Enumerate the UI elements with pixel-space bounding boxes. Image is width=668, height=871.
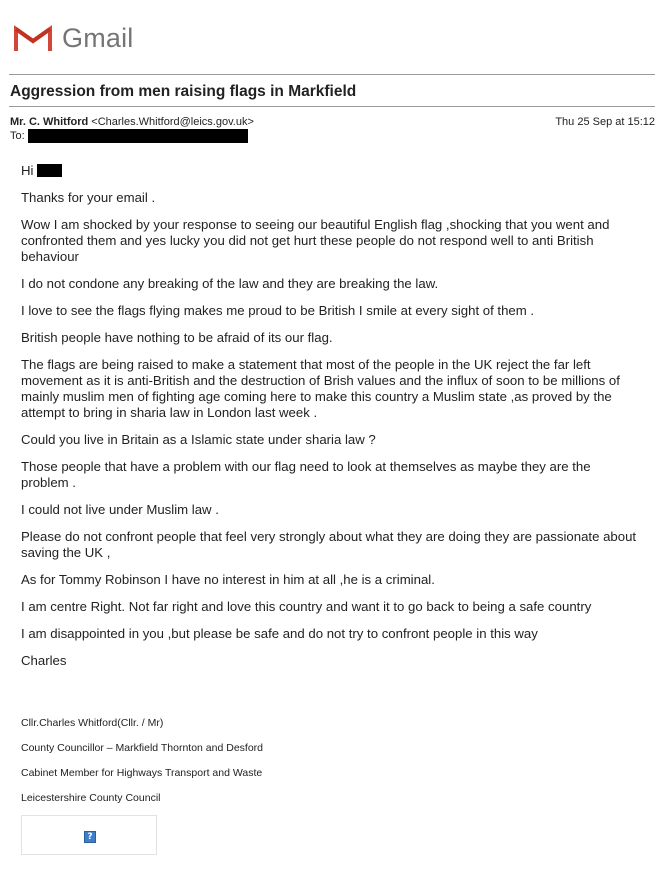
redacted-name (37, 164, 62, 177)
sender-name: Mr. C. Whitford (10, 116, 89, 128)
email-signature (21, 717, 263, 817)
greeting-line (21, 163, 641, 179)
signature-line: Leicestershire County Council (21, 792, 161, 804)
header-divider (9, 74, 655, 75)
body-paragraph: Could you live in Britain as a Islamic state under sharia law ? (21, 432, 376, 447)
email-body (21, 163, 641, 680)
body-paragraph: Those people that have a problem with our flag need to look at themselves as maybe they are the problem . (21, 459, 591, 490)
to-label: To: (10, 130, 25, 142)
body-paragraph: Please do not confront people that feel very strongly about what they are doing they are passionate about saving the UK , (21, 529, 637, 560)
sign-off: Charles (21, 653, 67, 668)
signature-line: Cabinet Member for Highways Transport and Waste (21, 767, 263, 779)
body-paragraph: As for Tommy Robinson I have no interest in him at all ,he is a criminal. (21, 572, 435, 587)
body-paragraph: I could not live under Muslim law . (21, 502, 219, 517)
body-paragraph: Thanks for your email . (21, 190, 156, 205)
subject-divider (9, 106, 655, 107)
gmail-logo (14, 22, 134, 54)
to-line (10, 129, 248, 143)
greeting: Hi (21, 163, 34, 178)
body-paragraph: British people have nothing to be afraid of its our flag. (21, 330, 333, 345)
body-paragraph: Wow I am shocked by your response to seeing our beautiful English flag ,shocking that you went and confronted them and yes lucky you did not get hurt these people do not respond well to anti British behaviour (21, 217, 610, 264)
body-paragraph: The flags are being raised to make a statement that most of the people in the UK reject the far left movement as it is anti-British and the destruction of Brish values and the influx of soon to be millions of mainly muslim men of fighting age coming here to make this country a Muslim state ,as proved by the attempt to bring in sharia law in London last week . (21, 357, 620, 420)
email-subject: Aggression from men raising flags in Markfield (10, 83, 357, 100)
signature-image-placeholder[interactable] (21, 815, 157, 855)
redacted-recipient (28, 129, 248, 143)
body-paragraph: I love to see the flags flying makes me proud to be British I smile at every sight of them . (21, 303, 535, 318)
from-line (10, 116, 254, 128)
signature-line: County Councillor – Markfield Thornton and Desford (21, 742, 264, 754)
gmail-wordmark: Gmail (62, 22, 134, 53)
broken-image-icon: ? (84, 831, 96, 843)
email-date: Thu 25 Sep at 15:12 (555, 116, 655, 128)
body-paragraph: I am disappointed in you ,but please be safe and do not try to confront people in this way (21, 626, 538, 641)
gmail-m-icon (14, 24, 52, 52)
body-paragraph: I do not condone any breaking of the law and they are breaking the law. (21, 276, 439, 291)
sender-email[interactable]: <Charles.Whitford@leics.gov.uk> (91, 116, 254, 128)
body-paragraph: I am centre Right. Not far right and love this country and want it to go back to being a safe country (21, 599, 592, 614)
signature-line: Cllr.Charles Whitford(Cllr. / Mr) (21, 717, 164, 729)
